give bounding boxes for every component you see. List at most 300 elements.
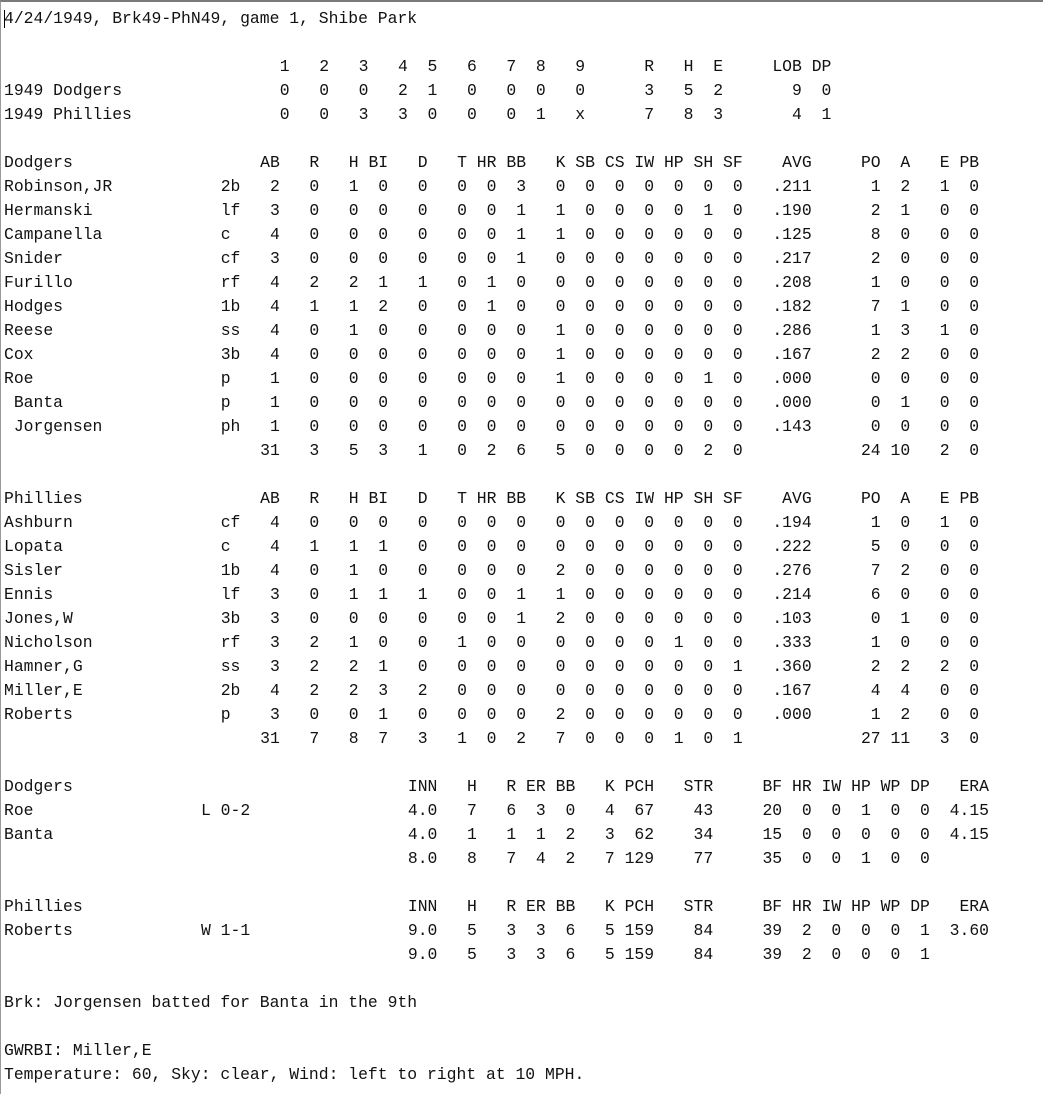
- batting-stat-cell: 0: [585, 369, 595, 388]
- batting-stat-cell: 0: [614, 513, 625, 532]
- batting-stat-cell: 0: [673, 513, 684, 532]
- batting-player-row: [4, 272, 1040, 294]
- batting-stat-cell: 0: [486, 393, 497, 412]
- batting-stat-cell: 4: [269, 225, 280, 244]
- pitching-total-cell: 159: [624, 945, 655, 964]
- pitching-stat-cell: 159: [624, 921, 655, 940]
- batting-total-cell: 0: [457, 441, 467, 460]
- batting-total-cell: 8: [348, 729, 359, 748]
- batting-stat-cell: 0: [309, 609, 320, 628]
- batting-stat-cell: 0: [348, 225, 359, 244]
- batting-player-row: [4, 608, 1040, 630]
- batting-header-cell: SH: [693, 153, 714, 172]
- batting-stat-cell: 0: [703, 657, 714, 676]
- batting-stat-cell: 1: [378, 273, 389, 292]
- batting-stat-cell: 1: [939, 177, 950, 196]
- batting-stat-cell: 1: [870, 705, 881, 724]
- batting-stat-cell: 3: [378, 681, 389, 700]
- batting-total-cell: [782, 728, 812, 750]
- batting-stat-cell: 0: [673, 369, 684, 388]
- batting-stat-cell: 0: [585, 585, 595, 604]
- batting-stat-cell: 0: [614, 201, 625, 220]
- pitching-header-cell: IW: [821, 897, 842, 916]
- batting-stat-cell: 2: [555, 609, 566, 628]
- linescore-cell: 0: [427, 105, 438, 124]
- pitching-stat-cell: 2: [565, 825, 576, 844]
- player-name: Nicholson: [4, 633, 93, 652]
- batting-player-row: [4, 656, 1040, 678]
- batting-stat-cell: 0: [673, 417, 684, 436]
- batting-stat-cell: 0: [969, 273, 980, 292]
- batting-player-row: [4, 416, 1040, 438]
- pitching-stat-cell: 4.0: [407, 801, 438, 820]
- batting-stat-cell: 0: [457, 513, 467, 532]
- linescore-cell: 2: [398, 81, 408, 100]
- batting-stat-cell: 0: [417, 297, 428, 316]
- batting-stat-cell: 0: [555, 297, 566, 316]
- batting-stat-cell: 0: [417, 345, 428, 364]
- batting-stat-cell: 0: [585, 201, 595, 220]
- player-name: Ashburn: [4, 513, 73, 532]
- batting-stat-cell: .333: [772, 633, 812, 652]
- batting-stat-cell: 3: [269, 249, 280, 268]
- batting-stat-cell: 0: [348, 393, 359, 412]
- batting-header-cell: K: [555, 153, 566, 172]
- batting-stat-cell: 0: [486, 513, 497, 532]
- batting-stat-cell: 3: [269, 633, 280, 652]
- batting-stat-cell: 0: [516, 369, 527, 388]
- batting-header-cell: IW: [634, 153, 655, 172]
- batting-stat-cell: 0: [585, 393, 595, 412]
- batting-stat-cell: 0: [516, 417, 527, 436]
- pitching-total-cell: [959, 944, 989, 966]
- batting-stat-cell: 1: [555, 585, 566, 604]
- batting-stat-cell: 0: [644, 609, 655, 628]
- pitching-header-cell: H: [466, 897, 477, 916]
- batting-stat-cell: .182: [772, 297, 812, 316]
- batting-stat-cell: 0: [585, 705, 595, 724]
- batting-header-cell: SF: [723, 153, 743, 172]
- batting-stat-cell: 0: [378, 201, 389, 220]
- batting-stat-cell: 0: [673, 537, 684, 556]
- pitching-total-cell: 77: [693, 849, 714, 868]
- batting-stat-cell: 0: [703, 249, 714, 268]
- batting-stat-cell: 8: [870, 225, 881, 244]
- batting-header-cell: K: [555, 489, 566, 508]
- batting-player-row: [4, 584, 1040, 606]
- batting-stat-cell: 1: [516, 585, 527, 604]
- pitching-total-cell: 0: [920, 849, 930, 868]
- batting-stat-cell: 0: [585, 177, 595, 196]
- pitcher-decision: W 1-1: [201, 921, 251, 940]
- pitching-header-cell: K: [604, 897, 615, 916]
- batting-header-cell: R: [309, 489, 320, 508]
- batting-stat-cell: 0: [457, 393, 467, 412]
- batting-stat-cell: 0: [309, 225, 320, 244]
- batting-stat-cell: 0: [614, 321, 625, 340]
- batting-stat-cell: 0: [673, 273, 684, 292]
- player-position: 1b: [220, 297, 241, 316]
- batting-stat-cell: 1: [269, 393, 280, 412]
- batting-total-cell: 1: [457, 729, 467, 748]
- batting-stat-cell: 0: [703, 633, 714, 652]
- batting-stat-cell: 4: [269, 513, 280, 532]
- batting-header-cell: A: [900, 153, 911, 172]
- batting-stat-cell: 0: [348, 417, 359, 436]
- batting-stat-cell: 0: [378, 417, 389, 436]
- batting-stat-cell: 0: [348, 513, 359, 532]
- pitching-total-cell: 1: [860, 849, 871, 868]
- batting-stat-cell: 0: [732, 345, 743, 364]
- batting-totals-row: [4, 440, 1040, 462]
- batting-stat-cell: 0: [703, 681, 714, 700]
- batting-stat-cell: 0: [457, 705, 467, 724]
- batting-stat-cell: 0: [614, 297, 625, 316]
- player-position: 3b: [220, 609, 241, 628]
- batting-stat-cell: 0: [555, 513, 566, 532]
- linescore-cell: 0: [506, 105, 517, 124]
- batting-stat-cell: 4: [269, 297, 280, 316]
- batting-player-row: [4, 392, 1040, 414]
- batting-total-cell: 2: [703, 441, 714, 460]
- batting-stat-cell: 2: [900, 345, 911, 364]
- batting-header-cell: H: [348, 153, 359, 172]
- batting-stat-cell: 0: [585, 657, 595, 676]
- batting-stat-cell: 0: [417, 201, 428, 220]
- batting-stat-cell: 1: [486, 273, 497, 292]
- batting-stat-cell: 1: [870, 513, 881, 532]
- batting-stat-cell: 0: [516, 321, 527, 340]
- pitching-header-cell: ERA: [959, 777, 989, 796]
- linescore-cell: 8: [683, 105, 694, 124]
- batting-stat-cell: .286: [772, 321, 812, 340]
- pitching-stat-cell: 1: [860, 801, 871, 820]
- batting-header-cell: SH: [693, 489, 714, 508]
- batting-total-cell: 0: [969, 441, 980, 460]
- batting-stat-cell: 0: [555, 537, 566, 556]
- batting-stat-cell: 0: [703, 585, 714, 604]
- batting-header-cell: PO: [860, 153, 881, 172]
- batting-stat-cell: 0: [585, 609, 595, 628]
- pitching-total-cell: 3: [506, 945, 517, 964]
- pitching-stat-cell: 3: [506, 921, 517, 940]
- batting-total-cell: 1: [732, 729, 743, 748]
- linescore-cell: 0: [279, 105, 290, 124]
- batting-stat-cell: .194: [772, 513, 812, 532]
- batting-stat-cell: 0: [900, 273, 911, 292]
- batting-total-cell: 1: [417, 441, 428, 460]
- batting-stat-cell: 0: [486, 585, 497, 604]
- player-position: 2b: [220, 177, 241, 196]
- batting-stat-cell: .214: [772, 585, 812, 604]
- batting-stat-cell: 2: [269, 177, 280, 196]
- batting-stat-cell: 0: [644, 561, 655, 580]
- batting-stat-cell: 0: [703, 393, 714, 412]
- player-position: p: [220, 705, 231, 724]
- pitching-header-cell: R: [506, 777, 517, 796]
- pitching-total-cell: 7: [506, 849, 517, 868]
- batting-stat-cell: 0: [939, 561, 950, 580]
- batting-stat-cell: 1: [516, 609, 527, 628]
- batting-stat-cell: 0: [969, 513, 980, 532]
- batting-stat-cell: 5: [870, 537, 881, 556]
- player-name: Campanella: [4, 225, 103, 244]
- batting-stat-cell: 0: [969, 201, 980, 220]
- batting-stat-cell: 0: [732, 633, 743, 652]
- batting-stat-cell: 1: [348, 177, 359, 196]
- batting-stat-cell: 0: [703, 345, 714, 364]
- batting-total-cell: 0: [614, 729, 625, 748]
- batting-total-cell: [782, 440, 812, 462]
- pitching-stat-cell: 0: [860, 921, 871, 940]
- batting-stat-cell: 0: [969, 585, 980, 604]
- linescore-cell: x: [575, 105, 586, 124]
- pitching-stat-cell: 0: [565, 801, 576, 820]
- batting-stat-cell: 0: [486, 249, 497, 268]
- batting-stat-cell: 0: [417, 513, 428, 532]
- batting-stat-cell: 0: [969, 633, 980, 652]
- batting-stat-cell: 0: [732, 321, 743, 340]
- pitching-total-cell: 8: [466, 849, 477, 868]
- batting-stat-cell: 0: [939, 633, 950, 652]
- pitching-stat-cell: 84: [693, 921, 714, 940]
- batting-stat-cell: 0: [703, 297, 714, 316]
- batting-stat-cell: 0: [939, 537, 950, 556]
- batting-stat-cell: 0: [555, 393, 566, 412]
- batting-stat-cell: 0: [614, 369, 625, 388]
- batting-player-row: [4, 320, 1040, 342]
- batting-stat-cell: 0: [644, 633, 655, 652]
- batting-stat-cell: 0: [309, 321, 320, 340]
- pitching-pitcher-row: [4, 920, 1040, 942]
- batting-total-cell: 5: [348, 441, 359, 460]
- pitching-total-cell: 5: [604, 945, 615, 964]
- batting-stat-cell: 0: [644, 393, 655, 412]
- batting-total-cell: 3: [939, 729, 950, 748]
- batting-stat-cell: 0: [673, 225, 684, 244]
- batting-stat-cell: 0: [732, 585, 743, 604]
- linescore-header-cell: 1: [279, 57, 290, 76]
- batting-stat-cell: 0: [900, 225, 911, 244]
- batting-player-row: [4, 224, 1040, 246]
- batting-stat-cell: 0: [703, 537, 714, 556]
- batting-stat-cell: 1: [732, 657, 743, 676]
- pitcher-name: Banta: [4, 825, 54, 844]
- batting-stat-cell: 0: [614, 177, 625, 196]
- batting-stat-cell: 1: [378, 657, 389, 676]
- batting-stat-cell: 0: [703, 561, 714, 580]
- batting-stat-cell: 0: [585, 417, 595, 436]
- batting-stat-cell: 0: [969, 417, 980, 436]
- batting-stat-cell: 1: [417, 585, 428, 604]
- batting-stat-cell: 0: [870, 393, 881, 412]
- pitching-stat-cell: 0: [801, 801, 812, 820]
- batting-stat-cell: 0: [732, 297, 743, 316]
- linescore-cell: 0: [319, 81, 330, 100]
- batting-stat-cell: 0: [417, 369, 428, 388]
- batting-stat-cell: 0: [614, 537, 625, 556]
- batting-stat-cell: .222: [772, 537, 812, 556]
- batting-stat-cell: 0: [348, 249, 359, 268]
- linescore-row: [4, 104, 1040, 126]
- pitching-stat-cell: 0: [920, 825, 930, 844]
- batting-stat-cell: 0: [309, 177, 320, 196]
- linescore-header-cell: 6: [466, 57, 477, 76]
- pitching-header-cell: R: [506, 897, 517, 916]
- batting-stat-cell: 0: [614, 393, 625, 412]
- batting-stat-cell: 0: [673, 609, 684, 628]
- batting-stat-cell: 0: [644, 537, 655, 556]
- batting-stat-cell: 1: [555, 225, 566, 244]
- batting-stat-cell: 1: [900, 201, 911, 220]
- batting-stat-cell: 0: [900, 633, 911, 652]
- batting-stat-cell: 0: [378, 225, 389, 244]
- batting-stat-cell: 0: [516, 561, 527, 580]
- pitching-header-cell: IW: [821, 777, 842, 796]
- batting-stat-cell: 0: [703, 321, 714, 340]
- box-score-text-area[interactable]: [4, 8, 1040, 1092]
- batting-header-cell: BB: [506, 153, 527, 172]
- pitching-stat-cell: 0: [890, 825, 901, 844]
- batting-stat-cell: .217: [772, 249, 812, 268]
- batting-stat-cell: 0: [673, 561, 684, 580]
- batting-stat-cell: 0: [673, 201, 684, 220]
- linescore-cell: 0: [466, 105, 477, 124]
- batting-stat-cell: 2: [417, 681, 428, 700]
- linescore-header-cell: 9: [575, 57, 586, 76]
- batting-total-cell: 0: [585, 729, 595, 748]
- pitching-stat-cell: 5: [466, 921, 477, 940]
- linescore-header-cell: LOB: [772, 57, 802, 76]
- batting-header-cell: T: [457, 153, 467, 172]
- batting-stat-cell: 0: [969, 705, 980, 724]
- batting-stat-cell: 0: [939, 249, 950, 268]
- batting-stat-cell: 2: [309, 681, 320, 700]
- batting-stat-cell: 0: [614, 681, 625, 700]
- pitching-total-cell: 6: [565, 945, 576, 964]
- batting-stat-cell: 0: [309, 417, 320, 436]
- player-position: p: [220, 393, 231, 412]
- batting-stat-cell: 0: [457, 225, 467, 244]
- batting-stat-cell: 6: [870, 585, 881, 604]
- pitching-total-cell: 0: [801, 849, 812, 868]
- batting-stat-cell: 0: [417, 633, 428, 652]
- batting-stat-cell: 0: [378, 393, 389, 412]
- batting-stat-cell: 4: [269, 345, 280, 364]
- pitcher-name: Roe: [4, 801, 34, 820]
- batting-stat-cell: 0: [516, 345, 527, 364]
- pitching-total-cell: 7: [604, 849, 615, 868]
- batting-header-cell: AB: [260, 153, 280, 172]
- batting-stat-cell: 0: [939, 201, 950, 220]
- batting-header-cell: HR: [476, 153, 497, 172]
- pitching-header-cell: BF: [762, 897, 783, 916]
- batting-stat-cell: 0: [309, 345, 320, 364]
- batting-stat-cell: 0: [585, 561, 595, 580]
- batting-stat-cell: 0: [614, 345, 625, 364]
- player-name: Snider: [4, 249, 64, 268]
- batting-stat-cell: 0: [417, 249, 428, 268]
- batting-header-row: [4, 488, 1040, 510]
- batting-stat-cell: 0: [457, 585, 467, 604]
- batting-stat-cell: 0: [939, 585, 950, 604]
- batting-stat-cell: 1: [309, 297, 320, 316]
- batting-stat-cell: 4: [269, 681, 280, 700]
- player-position: cf: [220, 249, 241, 268]
- pitching-header-cell: ER: [526, 897, 546, 916]
- batting-stat-cell: .190: [772, 201, 812, 220]
- batting-stat-cell: 0: [417, 393, 428, 412]
- batting-header-cell: HR: [476, 489, 497, 508]
- batting-stat-cell: 0: [614, 633, 625, 652]
- batting-stat-cell: 0: [486, 345, 497, 364]
- batting-stat-cell: 0: [703, 417, 714, 436]
- pitching-header-cell: BF: [762, 777, 783, 796]
- pitching-stat-cell: 0: [890, 801, 901, 820]
- player-name: Lopata: [4, 537, 64, 556]
- pitching-total-cell: 8.0: [407, 849, 438, 868]
- batting-stat-cell: 2: [900, 177, 911, 196]
- pitching-total-cell: 84: [693, 945, 714, 964]
- batting-stat-cell: 0: [348, 369, 359, 388]
- pitching-stat-cell: 5: [604, 921, 615, 940]
- batting-stat-cell: 0: [378, 369, 389, 388]
- pitcher-name: Roberts: [4, 921, 73, 940]
- linescore-cell: 3: [358, 105, 369, 124]
- batting-stat-cell: 0: [348, 705, 359, 724]
- pitching-stat-cell: 62: [634, 825, 655, 844]
- pitching-pitcher-row: [4, 800, 1040, 822]
- linescore-cell: 9: [792, 81, 802, 100]
- batting-player-row: [4, 344, 1040, 366]
- player-position: 2b: [220, 681, 241, 700]
- batting-stat-cell: 0: [486, 225, 497, 244]
- pitching-stat-cell: 0: [801, 825, 812, 844]
- batting-stat-cell: 1: [378, 537, 389, 556]
- pitching-stat-cell: 9.0: [407, 921, 438, 940]
- batting-stat-cell: 2: [555, 705, 566, 724]
- batting-stat-cell: 0: [516, 297, 527, 316]
- batting-stat-cell: 0: [939, 393, 950, 412]
- batting-stat-cell: 0: [417, 657, 428, 676]
- pitching-total-cell: 4: [535, 849, 546, 868]
- batting-stat-cell: 0: [378, 249, 389, 268]
- batting-total-cell: 0: [486, 729, 497, 748]
- batting-stat-cell: 0: [486, 633, 497, 652]
- batting-stat-cell: 0: [555, 633, 566, 652]
- pitching-header-row: [4, 776, 1040, 798]
- batting-stat-cell: 0: [870, 369, 881, 388]
- batting-team-name: Dodgers: [4, 153, 73, 172]
- batting-stat-cell: 1: [870, 633, 881, 652]
- linescore-cell: 3: [644, 81, 655, 100]
- batting-stat-cell: 0: [309, 561, 320, 580]
- batting-stat-cell: 0: [309, 513, 320, 532]
- pitching-stat-cell: 39: [762, 921, 783, 940]
- linescore-header-cell: R: [644, 57, 655, 76]
- substitution-note: Brk: Jorgensen batted for Banta in the 9th: [4, 993, 418, 1012]
- batting-header-cell: E: [939, 489, 950, 508]
- batting-stat-cell: 2: [939, 657, 950, 676]
- player-name: Jones,W: [4, 609, 73, 628]
- batting-stat-cell: .000: [772, 705, 812, 724]
- pitching-stat-cell: 6: [506, 801, 517, 820]
- pitching-stat-cell: 1: [535, 825, 546, 844]
- batting-stat-cell: 1: [555, 345, 566, 364]
- batting-stat-cell: 0: [703, 513, 714, 532]
- linescore-row: [4, 80, 1040, 102]
- batting-header-cell: AVG: [782, 489, 812, 508]
